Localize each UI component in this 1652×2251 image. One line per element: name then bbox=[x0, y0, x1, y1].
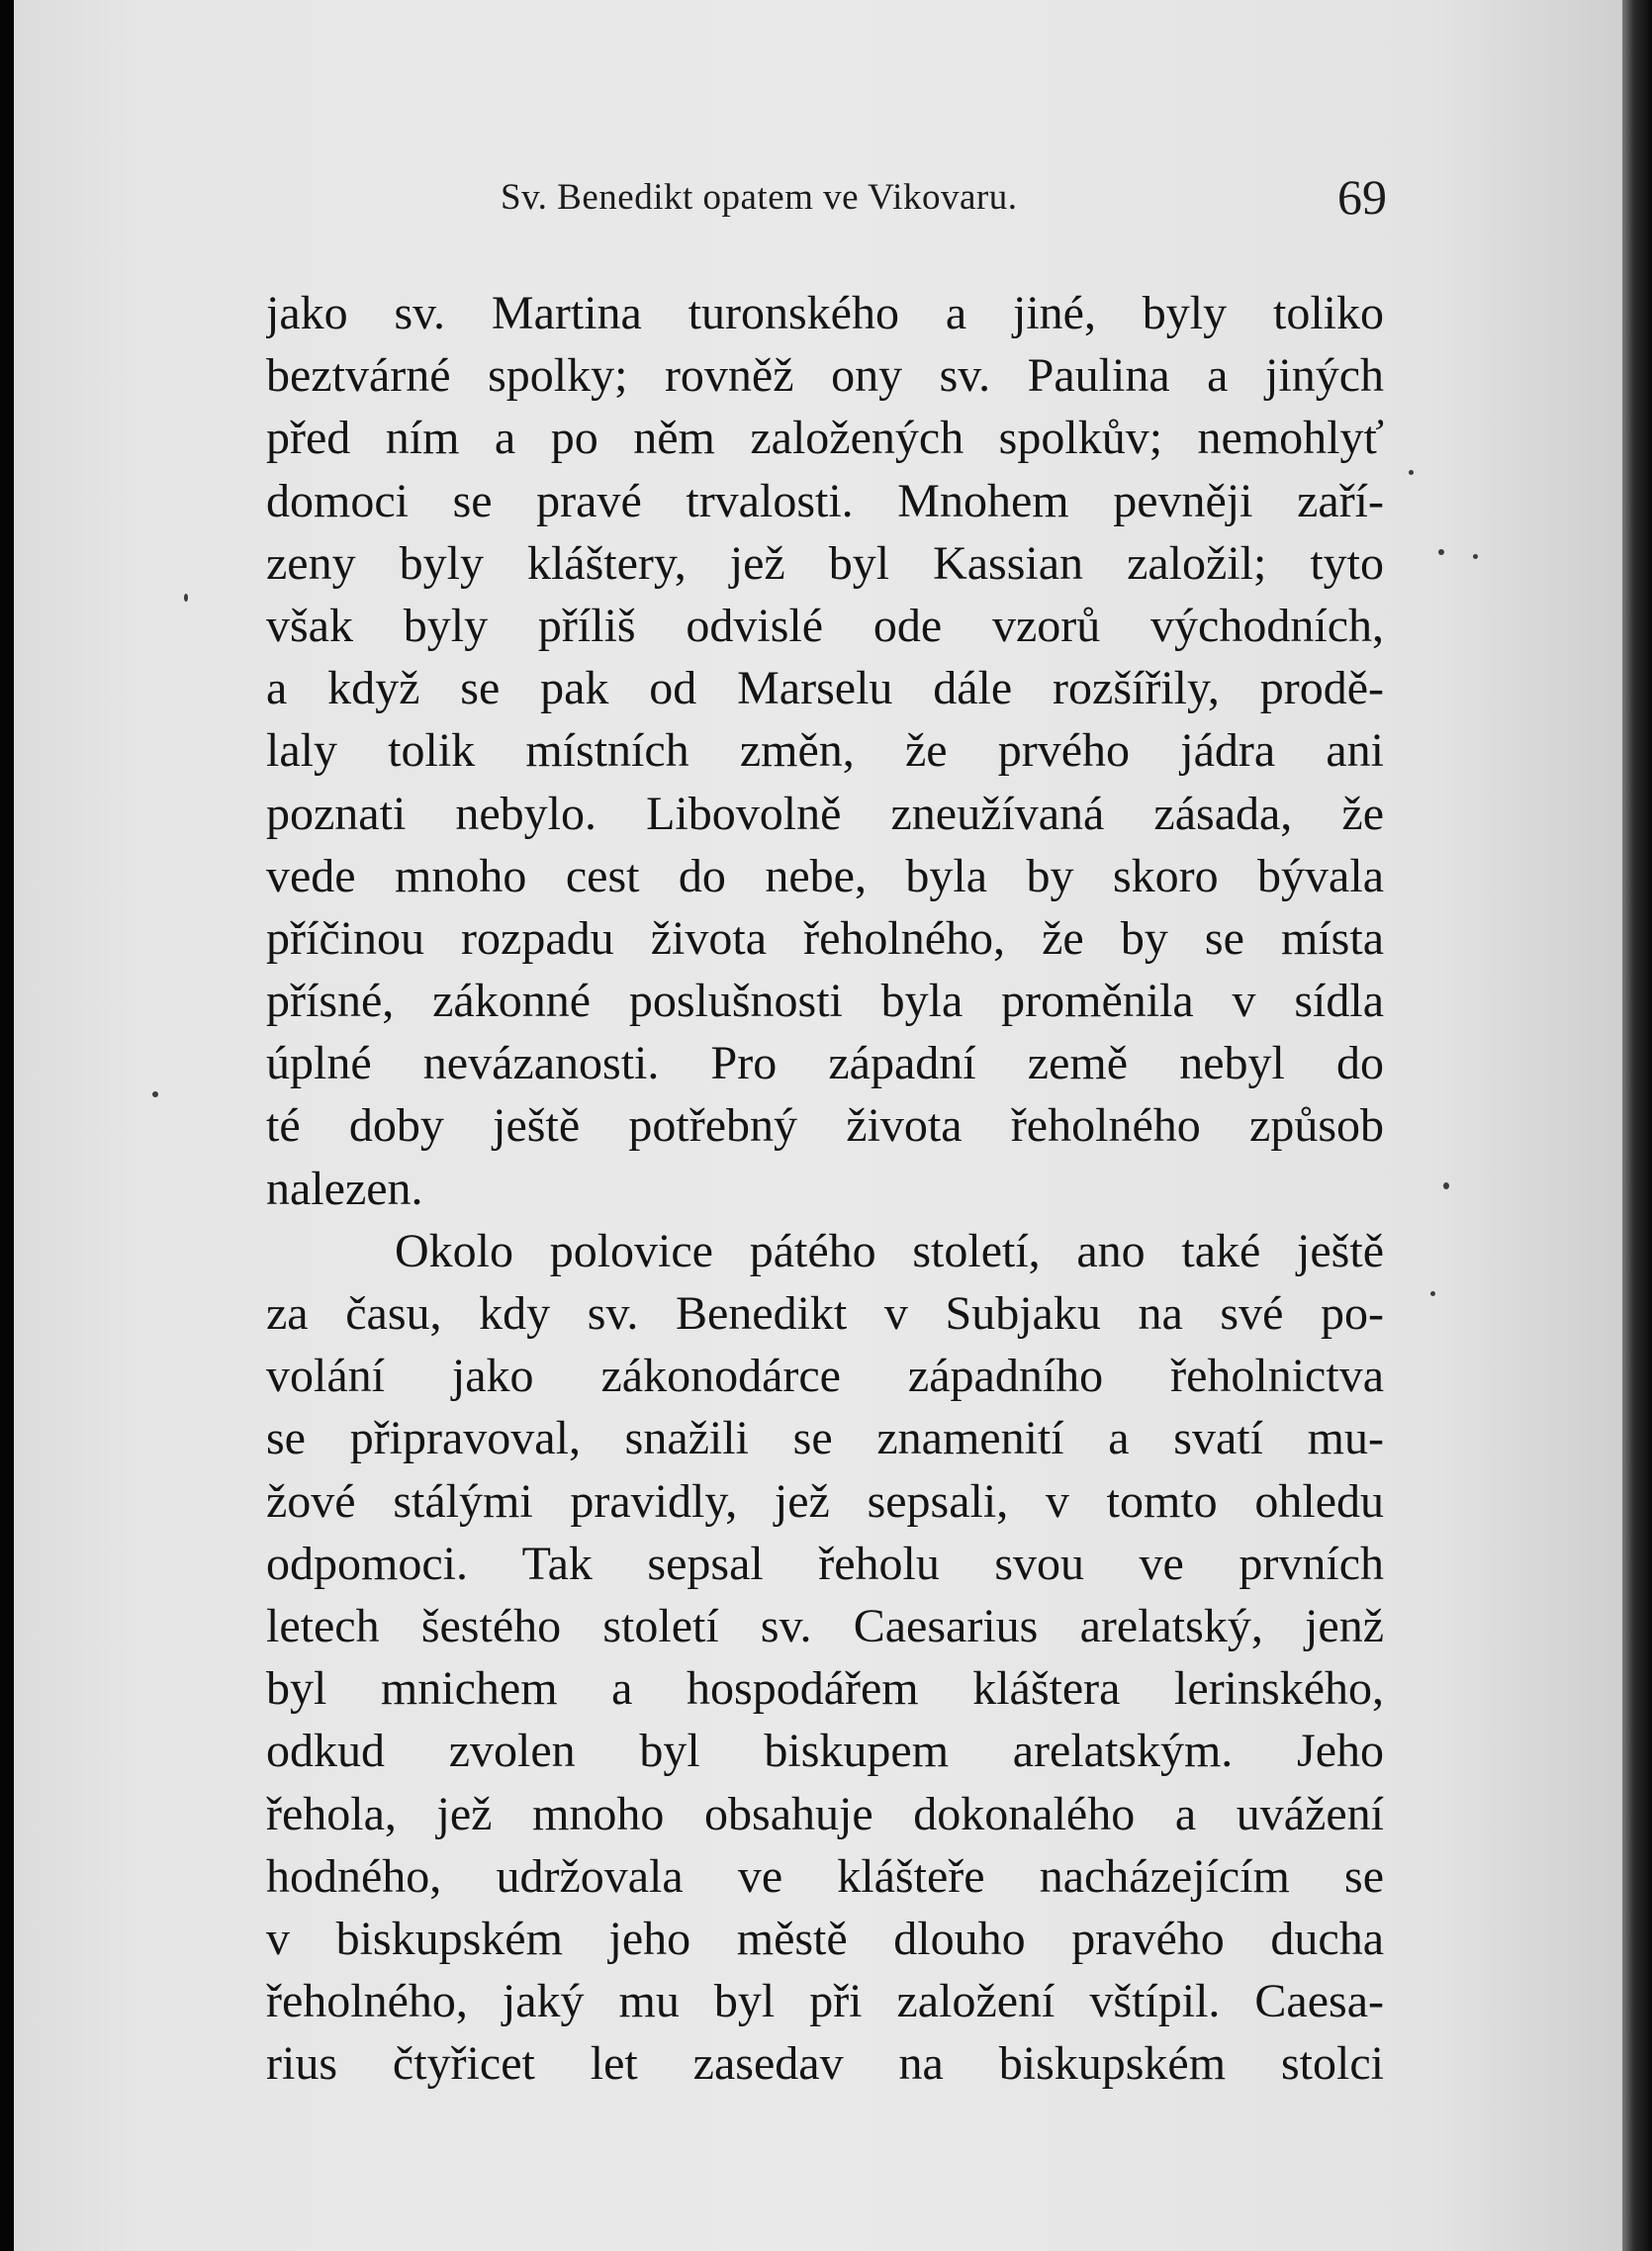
book-page bbox=[14, 0, 1622, 2251]
text-line: příčinou rozpadu života řeholného, že by se místa bbox=[266, 911, 1384, 965]
scan-speck bbox=[1473, 554, 1478, 559]
text-line: se připravoval, snažili se znamenití a svatí mu- bbox=[266, 1412, 1384, 1465]
body-text bbox=[266, 282, 1384, 2095]
page-number: 69 bbox=[1337, 169, 1387, 225]
text-line: letech šestého století sv. Caesarius arelatský, jenž bbox=[266, 1599, 1384, 1652]
text-line: hodného, udržovala ve klášteře nacházejícím se bbox=[266, 1849, 1384, 1903]
text-line: odkud zvolen byl biskupem arelatským. Jeho bbox=[266, 1725, 1384, 1778]
page-left-edge bbox=[0, 0, 14, 2251]
text-line: laly tolik místních změn, že prvého jádra ani bbox=[266, 724, 1384, 778]
scan-speck bbox=[152, 1091, 158, 1097]
page-right-edge bbox=[1622, 0, 1652, 2251]
text-line: a když se pak od Marselu dále rozšířily, prodě- bbox=[266, 662, 1384, 715]
text-line: před ním a po něm založených spolkův; nemohlyť bbox=[266, 412, 1384, 465]
scan-speck bbox=[1409, 470, 1414, 475]
text-line: byl mnichem a hospodářem kláštera lerinského, bbox=[266, 1662, 1384, 1716]
text-line: úplné nevázanosti. Pro západní země nebyl do bbox=[266, 1037, 1384, 1090]
paragraph-first-line: Okolo polovice pátého století, ano také ještě bbox=[395, 1224, 1384, 1277]
text-line: však byly příliš odvislé ode vzorů východních, bbox=[266, 599, 1384, 652]
text-line: poznati nebylo. Libovolně zneužívaná zásada, že bbox=[266, 787, 1384, 840]
text-line: vede mnoho cest do nebe, byla by skoro bývala bbox=[266, 849, 1384, 902]
text-line: odpomoci. Tak sepsal řeholu svou ve prvních bbox=[266, 1537, 1384, 1590]
scan-speck bbox=[1438, 549, 1444, 555]
text-line: jako sv. Martina turonského a jiné, byly toliko bbox=[266, 287, 1384, 339]
scan-speck bbox=[1443, 1182, 1449, 1189]
text-line: volání jako zákonodárce západního řeholnictva bbox=[266, 1350, 1384, 1403]
text-line: řehola, jež mnoho obsahuje dokonalého a uvážení bbox=[266, 1787, 1384, 1840]
text-line: rius čtyřicet let zasedav na biskupském stolci bbox=[266, 2037, 1384, 2091]
text-line: žové stálými pravidly, jež sepsali, v tomto ohledu bbox=[266, 1474, 1384, 1528]
text-line: za času, kdy sv. Benedikt v Subjaku na své po- bbox=[266, 1287, 1384, 1340]
text-line: nalezen. bbox=[266, 1162, 423, 1215]
scan-speck bbox=[1430, 1291, 1435, 1296]
text-line: beztvárné spolky; rovněž ony sv. Paulina a jiných bbox=[266, 349, 1384, 403]
text-line: té doby ještě potřebný života řeholného způsob bbox=[266, 1099, 1384, 1153]
text-line: řeholného, jaký mu byl při založení vštípil. Caesa- bbox=[266, 1975, 1384, 2028]
page-header bbox=[501, 168, 1391, 228]
running-title: Sv. Benedikt opatem ve Vikovaru. bbox=[501, 177, 1018, 218]
scan-speck bbox=[184, 594, 188, 602]
text-line: v biskupském jeho městě dlouho pravého ducha bbox=[266, 1912, 1384, 1965]
text-line: domoci se pravé trvalosti. Mnohem pevněji zaří- bbox=[266, 474, 1384, 527]
text-line: zeny byly kláštery, jež byl Kassian založil; tyto bbox=[266, 536, 1384, 590]
text-line: přísné, zákonné poslušnosti byla proměnila v sídla bbox=[266, 975, 1384, 1028]
